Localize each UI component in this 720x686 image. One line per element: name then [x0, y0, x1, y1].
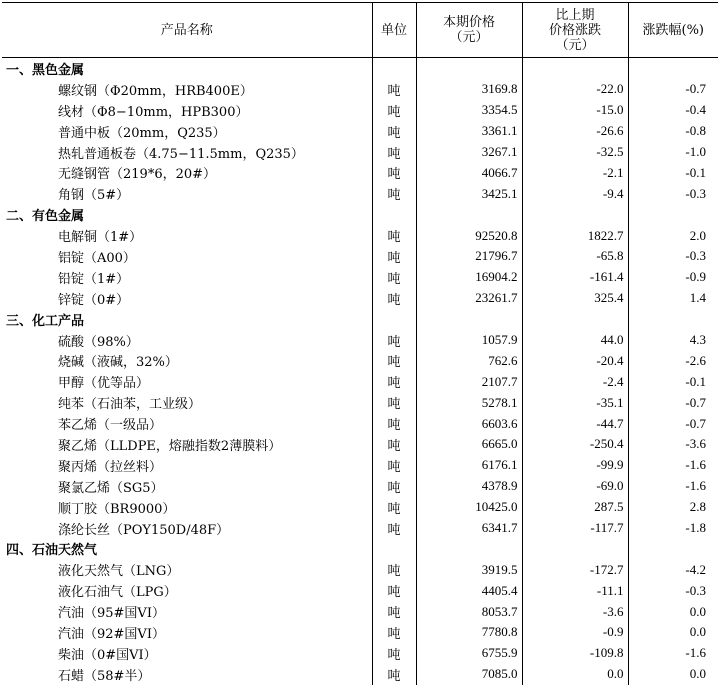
category-empty-cell: [416, 538, 522, 559]
change-percent-cell: 4.3: [689, 332, 706, 348]
table-row: [2, 121, 718, 142]
price-cell: 8053.7: [416, 601, 522, 622]
change-percent-cell: -2.6: [685, 352, 706, 368]
product-name-cell: 铅锭（1#）: [2, 267, 372, 288]
category-empty-cell: [628, 309, 718, 330]
product-name-cell: 无缝钢管（219*6，20#）: [2, 162, 372, 183]
change-percent-cell: 0.0: [689, 603, 706, 619]
category-empty-cell: [416, 204, 522, 225]
unit-cell: 吨: [372, 664, 416, 685]
category-empty-cell: [416, 309, 522, 330]
change-percent-cell: -0.4: [685, 102, 706, 118]
price-change-cell: -35.1: [522, 392, 628, 413]
header-unit: 单位: [372, 3, 416, 58]
product-name-cell: 石蜡（58#半）: [2, 664, 372, 685]
price-change-cell: 287.5: [522, 497, 628, 518]
change-percent-cell: -4.2: [685, 561, 706, 577]
table-row: [2, 497, 718, 518]
category-empty-cell: [372, 58, 416, 79]
product-name-cell: 聚氯乙烯（SG5）: [2, 476, 372, 497]
price-cell: 3919.5: [416, 559, 522, 580]
price-change-cell: -2.1: [522, 162, 628, 183]
unit-cell: 吨: [372, 580, 416, 601]
table-row: [2, 413, 718, 434]
table-row: [2, 267, 718, 288]
price-change-cell: -26.6: [522, 121, 628, 142]
price-cell: 3361.1: [416, 121, 522, 142]
price-cell: 7085.0: [416, 664, 522, 685]
change-percent-cell: -0.1: [685, 164, 706, 180]
price-cell: 6341.7: [416, 518, 522, 539]
unit-cell: 吨: [372, 330, 416, 351]
product-name-cell: 纯苯（石油苯，工业级）: [2, 392, 372, 413]
change-percent-cell: -1.0: [685, 144, 706, 159]
price-change-cell: -15.0: [522, 100, 628, 121]
product-name-cell: 聚丙烯（拉丝料）: [2, 455, 372, 476]
product-name-cell: 汽油（95#国VI）: [2, 601, 372, 622]
table-row: [2, 350, 718, 371]
category-row: [2, 58, 718, 79]
product-name-cell: 液化石油气（LPG）: [2, 580, 372, 601]
unit-cell: 吨: [372, 413, 416, 434]
header-price-change: [522, 3, 628, 58]
product-name-cell: 汽油（92#国VI）: [2, 622, 372, 643]
product-name-cell: 普通中板（20mm，Q235）: [2, 121, 372, 142]
price-change-cell: -99.9: [522, 455, 628, 476]
table-row: [2, 601, 718, 622]
price-cell: 23261.7: [416, 288, 522, 309]
table-row: [2, 330, 718, 351]
table-row: [2, 622, 718, 643]
price-change-cell: -44.7: [522, 413, 628, 434]
unit-cell: 吨: [372, 559, 416, 580]
table-row: [2, 183, 718, 204]
change-percent-cell: -1.6: [685, 645, 706, 661]
price-cell: 6176.1: [416, 455, 522, 476]
product-name-cell: 液化天然气（LNG）: [2, 559, 372, 580]
unit-cell: 吨: [372, 288, 416, 309]
table-row: [2, 225, 718, 246]
table-row: [2, 371, 718, 392]
change-percent-cell: -0.7: [685, 81, 706, 97]
change-percent-cell: 0.0: [689, 624, 706, 640]
table-row: [2, 392, 718, 413]
unit-cell: 吨: [372, 643, 416, 664]
change-percent-cell: -0.1: [685, 373, 706, 389]
unit-cell: 吨: [372, 371, 416, 392]
product-name-cell: 螺纹钢（Φ20mm，HRB400E）: [2, 79, 372, 100]
price-change-cell: -69.0: [522, 476, 628, 497]
unit-cell: 吨: [372, 183, 416, 204]
price-cell: 10425.0: [416, 497, 522, 518]
header-price-change-line1: 比上期: [555, 7, 595, 23]
price-change-cell: -20.4: [522, 350, 628, 371]
unit-cell: 吨: [372, 392, 416, 413]
category-title: 一、黑色金属: [2, 58, 372, 79]
change-percent-cell: -1.6: [685, 457, 706, 473]
price-cell: 4066.7: [416, 162, 522, 183]
price-cell: 3169.8: [416, 79, 522, 100]
table-row: [2, 518, 718, 539]
category-title: 四、石油天然气: [2, 538, 372, 559]
change-percent-cell: -1.6: [685, 478, 706, 494]
unit-cell: 吨: [372, 476, 416, 497]
header-price-change-line3: （元）: [555, 37, 595, 53]
product-name-cell: 苯乙烯（一级品）: [2, 413, 372, 434]
price-table: [2, 2, 718, 685]
product-name-cell: 柴油（0#国VI）: [2, 643, 372, 664]
unit-cell: 吨: [372, 267, 416, 288]
product-name-cell: 涤纶长丝（POY150D/48F）: [2, 518, 372, 539]
table-row: [2, 580, 718, 601]
header-price-change-line2: 价格涨跌: [548, 22, 601, 38]
product-name-cell: 铝锭（A00）: [2, 246, 372, 267]
change-percent-cell: -0.9: [685, 269, 706, 285]
price-cell: 4405.4: [416, 580, 522, 601]
price-change-cell: -2.4: [522, 371, 628, 392]
table-row: [2, 476, 718, 497]
header-change-percent: 涨跌幅(%): [628, 3, 718, 58]
price-change-cell: 325.4: [522, 288, 628, 309]
unit-cell: 吨: [372, 455, 416, 476]
header-row: [2, 3, 718, 58]
price-cell: 7780.8: [416, 622, 522, 643]
unit-cell: 吨: [372, 350, 416, 371]
price-change-cell: -22.0: [522, 79, 628, 100]
price-cell: 4378.9: [416, 476, 522, 497]
change-percent-cell: -1.8: [685, 520, 706, 536]
unit-cell: 吨: [372, 121, 416, 142]
price-change-cell: 44.0: [522, 330, 628, 351]
price-change-cell: -32.5: [522, 142, 628, 163]
price-change-cell: -11.1: [522, 580, 628, 601]
header-current-price-line1: 本期价格: [442, 15, 495, 30]
change-percent-cell: 1.4: [689, 290, 706, 306]
category-row: [2, 309, 718, 330]
price-change-cell: -117.7: [522, 518, 628, 539]
table-row: [2, 288, 718, 309]
table-row: [2, 79, 718, 100]
product-name-cell: 热轧普通板卷（4.75−11.5mm，Q235）: [2, 142, 372, 163]
category-title: 三、化工产品: [2, 309, 372, 330]
change-percent-cell: -0.3: [685, 248, 706, 264]
unit-cell: 吨: [372, 246, 416, 267]
price-cell: 92520.8: [416, 225, 522, 246]
category-empty-cell: [628, 204, 718, 225]
change-percent-cell: -0.7: [685, 394, 706, 410]
unit-cell: 吨: [372, 518, 416, 539]
product-name-cell: 角钢（5#）: [2, 183, 372, 204]
change-percent-cell: -3.6: [685, 436, 706, 452]
unit-cell: 吨: [372, 142, 416, 163]
price-cell: 3425.1: [416, 183, 522, 204]
price-cell: 16904.2: [416, 267, 522, 288]
unit-cell: 吨: [372, 497, 416, 518]
category-row: [2, 538, 718, 559]
price-change-cell: 0.0: [522, 664, 628, 685]
unit-cell: 吨: [372, 100, 416, 121]
category-empty-cell: [522, 58, 628, 79]
price-change-cell: -161.4: [522, 267, 628, 288]
unit-cell: 吨: [372, 225, 416, 246]
price-change-cell: -172.7: [522, 559, 628, 580]
price-change-cell: -109.8: [522, 643, 628, 664]
price-cell: 2107.7: [416, 371, 522, 392]
table-row: [2, 664, 718, 685]
category-empty-cell: [628, 58, 718, 79]
table-row: [2, 246, 718, 267]
unit-cell: 吨: [372, 601, 416, 622]
table-row: [2, 434, 718, 455]
price-cell: 3267.1: [416, 142, 522, 163]
change-percent-cell: -0.3: [685, 185, 706, 201]
price-cell: 1057.9: [416, 330, 522, 351]
product-name-cell: 顺丁胶（BR9000）: [2, 497, 372, 518]
product-name-cell: 线材（Φ8−10mm，HPB300）: [2, 100, 372, 121]
category-empty-cell: [628, 538, 718, 559]
product-name-cell: 甲醇（优等品）: [2, 371, 372, 392]
category-empty-cell: [372, 309, 416, 330]
category-row: [2, 204, 718, 225]
table-row: [2, 643, 718, 664]
product-name-cell: 硫酸（98%）: [2, 330, 372, 351]
category-empty-cell: [522, 538, 628, 559]
price-cell: 5278.1: [416, 392, 522, 413]
unit-cell: 吨: [372, 79, 416, 100]
table-body: [2, 58, 718, 685]
price-cell: 762.6: [416, 350, 522, 371]
unit-cell: 吨: [372, 434, 416, 455]
price-change-cell: 1822.7: [522, 225, 628, 246]
price-cell: 6603.6: [416, 413, 522, 434]
price-change-cell: -65.8: [522, 246, 628, 267]
product-name-cell: 聚乙烯（LLDPE，熔融指数2薄膜料）: [2, 434, 372, 455]
category-empty-cell: [372, 204, 416, 225]
price-cell: 3354.5: [416, 100, 522, 121]
table-row: [2, 455, 718, 476]
header-product-name: 产品名称: [2, 3, 372, 58]
price-change-cell: -9.4: [522, 183, 628, 204]
price-cell: 21796.7: [416, 246, 522, 267]
category-empty-cell: [522, 309, 628, 330]
product-name-cell: 电解铜（1#）: [2, 225, 372, 246]
category-empty-cell: [522, 204, 628, 225]
change-percent-cell: 2.0: [689, 227, 706, 243]
price-change-cell: -3.6: [522, 601, 628, 622]
table-row: [2, 162, 718, 183]
unit-cell: 吨: [372, 622, 416, 643]
category-empty-cell: [416, 58, 522, 79]
change-percent-cell: 0.0: [689, 666, 706, 682]
change-percent-cell: -0.8: [685, 123, 706, 139]
category-title: 二、有色金属: [2, 204, 372, 225]
change-percent-cell: -0.3: [685, 582, 706, 598]
change-percent-cell: -0.7: [685, 415, 706, 431]
product-name-cell: 锌锭（0#）: [2, 288, 372, 309]
category-empty-cell: [372, 538, 416, 559]
header-current-price-line2: （元）: [449, 30, 489, 45]
price-cell: 6665.0: [416, 434, 522, 455]
price-cell: 6755.9: [416, 643, 522, 664]
price-change-cell: -250.4: [522, 434, 628, 455]
table-row: [2, 142, 718, 163]
change-percent-cell: 2.8: [689, 499, 706, 515]
table-row: [2, 100, 718, 121]
table-row: [2, 559, 718, 580]
price-change-cell: -0.9: [522, 622, 628, 643]
product-name-cell: 烧碱（液碱，32%）: [2, 350, 372, 371]
unit-cell: 吨: [372, 162, 416, 183]
header-current-price: [416, 3, 522, 58]
